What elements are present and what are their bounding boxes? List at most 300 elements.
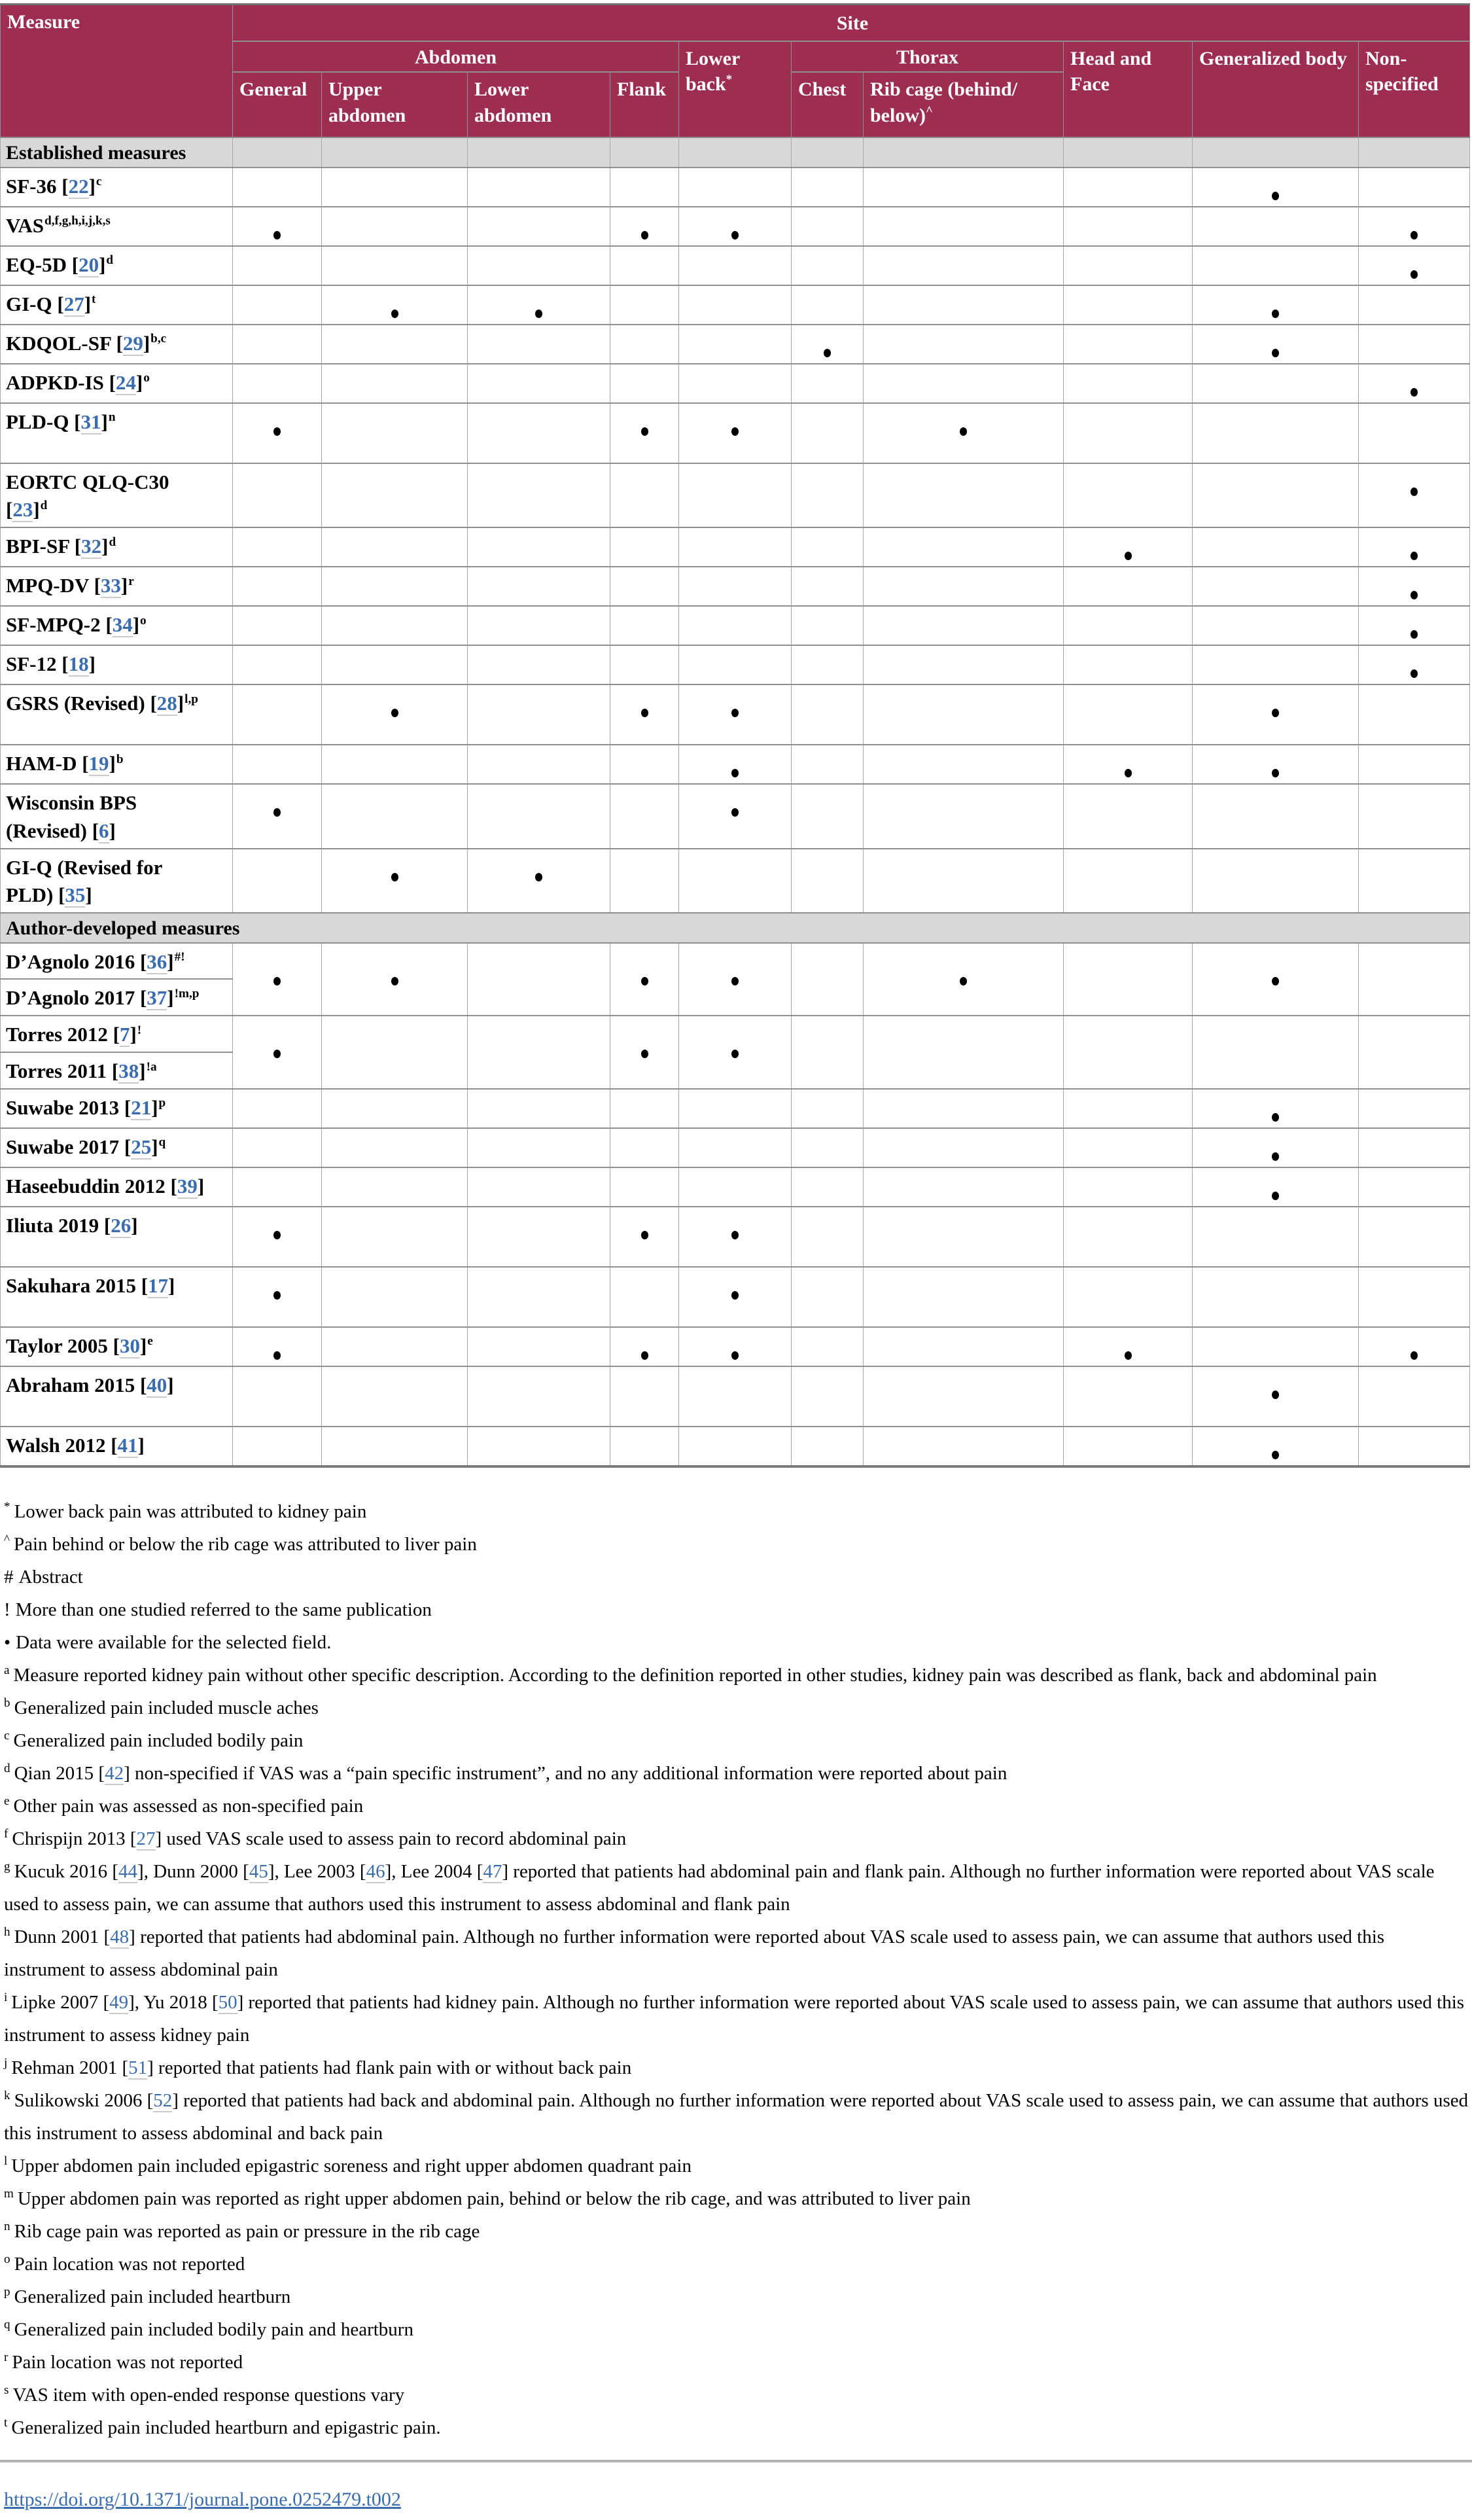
- measure-label: Haseebuddin 2012 [39]: [1, 1167, 233, 1207]
- site-dot-cell: [679, 943, 792, 1016]
- site-dot-cell: [1359, 527, 1470, 567]
- site-dot-cell: [1193, 1427, 1359, 1466]
- empty-cell: [1193, 463, 1359, 528]
- footnote-symbol: m: [4, 2187, 14, 2201]
- reference-link[interactable]: 29: [122, 331, 143, 355]
- empty-cell: [322, 325, 468, 364]
- empty-cell: [1064, 364, 1193, 403]
- reference-link[interactable]: 27: [63, 292, 84, 315]
- reference-link[interactable]: 34: [112, 613, 133, 637]
- reference-link[interactable]: 52: [153, 2089, 173, 2111]
- empty-cell: [1064, 168, 1193, 207]
- site-dot-cell: [233, 1016, 322, 1089]
- bullet-dot: [960, 427, 967, 436]
- footnote-symbol: n: [4, 2220, 10, 2234]
- empty-cell: [1359, 1366, 1470, 1427]
- empty-cell: [233, 168, 322, 207]
- measure-label: Suwabe 2013 $[21]^p$: [1, 1089, 233, 1128]
- empty-cell: [679, 1167, 792, 1207]
- reference-link[interactable]: 32: [81, 535, 102, 558]
- column-header-flank: Flank: [610, 72, 679, 137]
- empty-cell: [233, 137, 322, 168]
- measure-row: [1, 1366, 1470, 1427]
- empty-cell: [610, 1366, 679, 1427]
- footnote: $^q$ Generalized pain included bodily pain and heartburn: [4, 2318, 413, 2340]
- doi-link[interactable]: https://doi.org/10.1371/journal.pone.0252479.t002: [4, 2488, 401, 2510]
- empty-cell: [1193, 1267, 1359, 1327]
- column-header-measure: Measure: [1, 5, 233, 138]
- footnote: $^d$ Qian 2015 [42] non-specified if VAS was a “pain specific instrument”, and no any additional information were reported about pain: [4, 1762, 1008, 1784]
- site-dot-cell: [468, 285, 610, 325]
- empty-cell: [322, 606, 468, 645]
- site-dot-cell: [792, 325, 864, 364]
- footnote-symbol: *: [4, 1500, 10, 1514]
- empty-cell: [610, 849, 679, 914]
- empty-cell: [792, 1089, 864, 1128]
- measure-label: Taylor 2005 $[30]^e$: [1, 1327, 233, 1366]
- empty-cell: [1359, 403, 1470, 463]
- footnote: $^n$ Rib cage pain was reported as pain or pressure in the rib cage: [4, 2220, 480, 2242]
- site-dot-cell: [679, 784, 792, 849]
- footnote-symbol: #: [4, 1566, 14, 1588]
- reference-link[interactable]: 49: [109, 1991, 129, 2013]
- column-header-general: General: [233, 72, 322, 137]
- site-dot-cell: [679, 684, 792, 745]
- bullet-dot: [641, 977, 648, 985]
- empty-cell: [1193, 364, 1359, 403]
- bullet-dot: [1272, 977, 1279, 985]
- empty-cell: [792, 463, 864, 528]
- empty-cell: [233, 567, 322, 606]
- empty-cell: [233, 606, 322, 645]
- measure-row: [1, 1089, 1470, 1128]
- footnote-marker: c: [96, 175, 102, 189]
- reference-link[interactable]: 45: [249, 1860, 268, 1882]
- site-dot-cell: [1359, 364, 1470, 403]
- empty-cell: [679, 567, 792, 606]
- reference-link[interactable]: 33: [100, 574, 121, 597]
- measure-row: [1, 403, 1470, 463]
- footnote: $^m$ Upper abdomen pain was reported as right upper abdomen pain, behind or below the rib cage, and was attributed to liver pain: [4, 2187, 971, 2209]
- bullet-dot: [1411, 488, 1418, 496]
- measure-row: [1, 246, 1470, 285]
- measure-row: [1, 943, 1470, 980]
- footnote-symbol: i: [4, 1991, 8, 2005]
- measure-label: D’Agnolo 2016 [36]#!: [1, 943, 233, 980]
- reference-link[interactable]: 42: [105, 1762, 124, 1784]
- reference-link[interactable]: 31: [80, 410, 101, 433]
- reference-link[interactable]: 48: [110, 1926, 130, 1947]
- empty-cell: [468, 943, 610, 1016]
- reference-link[interactable]: 39: [177, 1174, 198, 1198]
- footnote-symbol: h: [4, 1925, 10, 1940]
- empty-cell: [468, 364, 610, 403]
- site-dot-cell: [864, 403, 1064, 463]
- empty-cell: [233, 527, 322, 567]
- empty-cell: [792, 403, 864, 463]
- reference-link[interactable]: 38: [118, 1059, 139, 1082]
- footnote-marker: l,p: [184, 692, 198, 706]
- footnote-symbol: a: [4, 1663, 10, 1678]
- measure-label: SF-12 [18]: [1, 645, 233, 684]
- reference-link[interactable]: 40: [147, 1373, 167, 1396]
- reference-link[interactable]: 46: [366, 1860, 385, 1882]
- site-dot-cell: [233, 403, 322, 463]
- bullet-dot: [731, 977, 739, 985]
- empty-cell: [1064, 207, 1193, 246]
- reference-link[interactable]: 24: [115, 370, 136, 394]
- site-dot-cell: [610, 1327, 679, 1366]
- bullet-dot: [1411, 552, 1418, 560]
- empty-cell: [468, 567, 610, 606]
- reference-link[interactable]: 27: [136, 1828, 156, 1849]
- bullet-dot: [1272, 769, 1279, 777]
- site-dot-cell: [679, 1207, 792, 1267]
- column-header-rib-cage: [864, 72, 1064, 137]
- reference-link[interactable]: 50: [218, 1991, 237, 2013]
- bullet-dot: [731, 1291, 739, 1300]
- measure-label: EORTC QLQ-C30 $[23]^d$: [1, 463, 233, 528]
- reference-link[interactable]: 18: [68, 652, 89, 676]
- empty-cell: [1359, 1427, 1470, 1466]
- empty-cell: [1064, 606, 1193, 645]
- empty-cell: [322, 645, 468, 684]
- site-dot-cell: [1359, 1327, 1470, 1366]
- footnote-marker: #!: [174, 950, 185, 965]
- measure-row: [1, 567, 1470, 606]
- footnote-marker: r: [128, 574, 134, 588]
- empty-cell: [468, 606, 610, 645]
- footnote: ! More than one studied referred to the same publication: [4, 1599, 432, 1620]
- reference-link[interactable]: 47: [483, 1860, 502, 1882]
- bullet-dot: [1411, 270, 1418, 279]
- empty-cell: [322, 1207, 468, 1267]
- footnote-symbol: f: [4, 1827, 9, 1841]
- footnote-symbol: p: [4, 2285, 10, 2299]
- empty-cell: [1193, 606, 1359, 645]
- empty-cell: [610, 1267, 679, 1327]
- empty-cell: [233, 745, 322, 784]
- empty-cell: [1064, 1267, 1193, 1327]
- footnote: ^ Pain behind or below the rib cage was attributed to liver pain: [4, 1533, 477, 1555]
- empty-cell: [610, 137, 679, 168]
- empty-cell: [1064, 1207, 1193, 1267]
- bullet-dot: [1272, 1192, 1279, 1200]
- empty-cell: [864, 684, 1064, 745]
- bullet-dot: [1272, 1113, 1279, 1122]
- site-dot-cell: [1193, 1366, 1359, 1427]
- measure-row: [1, 1207, 1470, 1267]
- bullet-dot: [731, 1050, 739, 1058]
- empty-cell: [1064, 246, 1193, 285]
- empty-cell: [610, 364, 679, 403]
- reference-link[interactable]: 7: [119, 1023, 130, 1046]
- empty-cell: [322, 463, 468, 528]
- empty-cell: [864, 137, 1064, 168]
- site-dot-cell: [322, 849, 468, 914]
- empty-cell: [864, 1089, 1064, 1128]
- empty-cell: [1359, 1089, 1470, 1128]
- measure-label: Iliuta 2019 [26]: [1, 1207, 233, 1267]
- empty-cell: [1193, 207, 1359, 246]
- empty-cell: [792, 246, 864, 285]
- empty-cell: [1193, 1327, 1359, 1366]
- empty-cell: [468, 1089, 610, 1128]
- empty-cell: [1359, 1167, 1470, 1207]
- site-dot-cell: [610, 943, 679, 1016]
- site-dot-cell: [1064, 1327, 1193, 1366]
- footnote-symbol: •: [4, 1631, 11, 1653]
- column-header-head-and-face: Head and Face: [1064, 41, 1193, 138]
- reference-link[interactable]: 36: [147, 949, 167, 973]
- empty-cell: [610, 645, 679, 684]
- empty-cell: [1064, 325, 1193, 364]
- empty-cell: [792, 1167, 864, 1207]
- reference-link[interactable]: 19: [88, 752, 109, 775]
- empty-cell: [233, 849, 322, 914]
- site-dot-cell: [1193, 684, 1359, 745]
- reference-link[interactable]: 20: [79, 253, 99, 276]
- bullet-dot: [1125, 1351, 1132, 1360]
- empty-cell: [792, 1016, 864, 1089]
- section-header-row: [1, 913, 1470, 943]
- empty-cell: [1193, 849, 1359, 914]
- bullet-dot: [1272, 1451, 1279, 1459]
- measure-row: [1, 684, 1470, 745]
- reference-link[interactable]: 6: [99, 819, 109, 842]
- reference-link[interactable]: 26: [111, 1213, 131, 1237]
- measure-label: HAM-D $[19]^b$: [1, 745, 233, 784]
- measure-label: Wisconsin BPS (Revised) [6]: [1, 784, 233, 849]
- reference-link[interactable]: 28: [156, 692, 177, 715]
- empty-cell: [610, 246, 679, 285]
- measure-label: KDQOL-SF $[29]^{b,c}$: [1, 325, 233, 364]
- footnote: • Data were available for the selected field.: [4, 1631, 332, 1653]
- empty-cell: [1064, 567, 1193, 606]
- site-dot-cell: [322, 684, 468, 745]
- measure-label: GI-Q (Revised for PLD) [35]: [1, 849, 233, 914]
- bullet-dot: [641, 1050, 648, 1058]
- empty-cell: [233, 1167, 322, 1207]
- measure-label: D’Agnolo 2017 $[37]^{!m,p}$: [1, 979, 233, 1016]
- empty-cell: [1193, 527, 1359, 567]
- column-header-generalized-body: Generalized body: [1193, 41, 1359, 138]
- reference-link[interactable]: 30: [119, 1334, 140, 1357]
- site-dot-cell: [322, 285, 468, 325]
- footnote-marker: p: [158, 1096, 166, 1110]
- measure-row: [1, 325, 1470, 364]
- empty-cell: [792, 527, 864, 567]
- empty-cell: [610, 1167, 679, 1207]
- footnote-marker: t: [92, 293, 96, 307]
- empty-cell: [792, 168, 864, 207]
- reference-link[interactable]: 22: [68, 174, 89, 198]
- footnote: $^k$ Sulikowski 2006 [52] reported that patients had back and abdominal pain. Although no further information were reported about VAS scale used to assess pain, we can assume that authors used this instrument to assess abdominal and back pain: [4, 2089, 1469, 2144]
- site-dot-cell: [1359, 463, 1470, 528]
- measure-label: SF-MPQ-2 $[34]^o$: [1, 606, 233, 645]
- footnote: $^h$ Dunn 2001 [48] reported that patients had abdominal pain. Although no further information were reported about VAS scale used to assess pain, we can assume that authors used this instrument to assess abdominal pain: [4, 1925, 1385, 1980]
- bullet-dot: [641, 427, 648, 436]
- footnotes-block: [0, 1495, 1469, 2444]
- empty-cell: [679, 606, 792, 645]
- empty-cell: [1193, 137, 1359, 168]
- bullet-dot: [391, 709, 398, 717]
- empty-cell: [792, 207, 864, 246]
- footnote: $^p$ Generalized pain included heartburn: [4, 2285, 291, 2307]
- measure-label: GI-Q $[27]^t$: [1, 285, 233, 325]
- header-row-site: [1, 5, 1470, 41]
- footnote-marker: o: [143, 371, 150, 385]
- measure-label: ADPKD-IS $[24]^o$: [1, 364, 233, 403]
- empty-cell: [679, 1128, 792, 1167]
- bullet-dot: [273, 427, 281, 436]
- bullet-dot: [1125, 769, 1132, 777]
- bullet-dot: [731, 1351, 739, 1360]
- empty-cell: [468, 1427, 610, 1466]
- site-dot-cell: [1193, 285, 1359, 325]
- empty-cell: [468, 527, 610, 567]
- measure-row: [1, 745, 1470, 784]
- footnote: $^s$ VAS item with open-ended response questions vary: [4, 2383, 405, 2405]
- site-dot-cell: [322, 943, 468, 1016]
- empty-cell: [679, 463, 792, 528]
- empty-cell: [864, 745, 1064, 784]
- empty-cell: [610, 567, 679, 606]
- empty-cell: [322, 1128, 468, 1167]
- empty-cell: [322, 1167, 468, 1207]
- bullet-dot: [1272, 349, 1279, 357]
- bullet-dot: [391, 310, 398, 318]
- measure-label: Suwabe 2017 $[25]^q$: [1, 1128, 233, 1167]
- site-dot-cell: [679, 1267, 792, 1327]
- bullet-dot: [273, 1291, 281, 1300]
- empty-cell: [610, 168, 679, 207]
- empty-cell: [792, 784, 864, 849]
- bullet-dot: [273, 1351, 281, 1360]
- footnote-symbol: d: [4, 1762, 10, 1776]
- empty-cell: [322, 567, 468, 606]
- bullet-dot: [1272, 310, 1279, 318]
- bullet-dot: [731, 231, 739, 240]
- empty-cell: [1064, 1089, 1193, 1128]
- empty-cell: [233, 325, 322, 364]
- empty-cell: [1193, 246, 1359, 285]
- reference-link[interactable]: 17: [148, 1273, 169, 1297]
- site-dot-cell: [233, 784, 322, 849]
- reference-link[interactable]: 35: [65, 883, 86, 907]
- empty-cell: [792, 1207, 864, 1267]
- rib-cage-label: Rib cage (behind/ below): [870, 79, 1018, 126]
- measure-row: [1, 364, 1470, 403]
- bullet-dot: [1411, 591, 1418, 599]
- empty-cell: [233, 364, 322, 403]
- measure-row: [1, 645, 1470, 684]
- footnote-symbol: g: [4, 1860, 10, 1874]
- table-body: [1, 137, 1470, 1466]
- reference-link[interactable]: 23: [12, 498, 33, 522]
- measure-label: VAS$^{d,f,g,h,i,j,k,s}$: [1, 207, 233, 246]
- empty-cell: [1064, 403, 1193, 463]
- empty-cell: [679, 1427, 792, 1466]
- empty-cell: [1064, 1128, 1193, 1167]
- caret-marker: ^: [926, 103, 933, 118]
- footnote: $^l$ Upper abdomen pain included epigastric soreness and right upper abdomen quadrant pain: [4, 2154, 692, 2176]
- measure-label: EQ-5D $[20]^d$: [1, 246, 233, 285]
- site-dot-cell: [1064, 745, 1193, 784]
- bullet-dot: [273, 1050, 281, 1058]
- bottom-divider: [0, 2460, 1472, 2462]
- site-dot-cell: [233, 1207, 322, 1267]
- empty-cell: [1359, 285, 1470, 325]
- reference-link[interactable]: 44: [118, 1860, 138, 1882]
- bullet-dot: [535, 310, 542, 318]
- lower-back-label: Lower back: [686, 47, 740, 96]
- empty-cell: [322, 246, 468, 285]
- footnote-symbol: l: [4, 2154, 8, 2169]
- empty-cell: [233, 1128, 322, 1167]
- footnote: $^c$ Generalized pain included bodily pain: [4, 1729, 304, 1751]
- reference-link[interactable]: 41: [117, 1433, 138, 1457]
- site-dot-cell: [679, 1016, 792, 1089]
- bullet-dot: [1272, 1391, 1279, 1399]
- footnote-symbol: k: [4, 2089, 10, 2103]
- empty-cell: [1064, 645, 1193, 684]
- empty-cell: [322, 745, 468, 784]
- reference-link[interactable]: 51: [128, 2057, 148, 2078]
- empty-cell: [468, 168, 610, 207]
- footnote: * Lower back pain was attributed to kidney pain: [4, 1500, 367, 1522]
- footnote: $^j$ Rehman 2001 [51] reported that patients had flank pain with or without back pain: [4, 2056, 632, 2078]
- section-title: Established measures: [1, 137, 233, 168]
- empty-cell: [468, 1267, 610, 1327]
- footnote-symbol: ^: [4, 1533, 10, 1547]
- footnote: $^e$ Other pain was assessed as non-specified pain: [4, 1794, 364, 1817]
- measure-label: Torres 2012 [7]!: [1, 1016, 233, 1052]
- measure-row: [1, 1267, 1470, 1327]
- reference-link[interactable]: 37: [147, 986, 167, 1010]
- measure-row: [1, 1427, 1470, 1466]
- empty-cell: [864, 1128, 1064, 1167]
- empty-cell: [1359, 137, 1470, 168]
- site-dot-cell: [610, 207, 679, 246]
- empty-cell: [468, 325, 610, 364]
- measure-row: [1, 1327, 1470, 1366]
- empty-cell: [233, 285, 322, 325]
- footnote-marker: !a: [146, 1059, 157, 1074]
- bullet-dot: [1272, 709, 1279, 717]
- reference-link[interactable]: 21: [131, 1095, 152, 1119]
- footnote: $^i$ Lipke 2007 [49], Yu 2018 [50] reported that patients had kidney pain. Although no further information were reported about VAS scale used to assess pain, we can assume that authors used this instrument to assess kidney pain: [4, 1991, 1465, 2046]
- reference-link[interactable]: 25: [131, 1135, 152, 1158]
- site-dot-cell: [233, 1267, 322, 1327]
- empty-cell: [233, 1089, 322, 1128]
- measure-row: [1, 463, 1470, 528]
- site-dot-cell: [1359, 606, 1470, 645]
- footnote-marker: o: [140, 613, 147, 628]
- footnote: $^b$ Generalized pain included muscle aches: [4, 1696, 319, 1718]
- bullet-dot: [641, 709, 648, 717]
- empty-cell: [233, 1427, 322, 1466]
- empty-cell: [679, 325, 792, 364]
- column-header-upper-abdomen: Upper abdomen: [322, 72, 468, 137]
- empty-cell: [233, 645, 322, 684]
- footnote-symbol: b: [4, 1696, 10, 1711]
- empty-cell: [792, 606, 864, 645]
- column-header-thorax: Thorax: [792, 41, 1064, 73]
- bullet-dot: [1411, 1351, 1418, 1360]
- empty-cell: [679, 285, 792, 325]
- empty-cell: [864, 784, 1064, 849]
